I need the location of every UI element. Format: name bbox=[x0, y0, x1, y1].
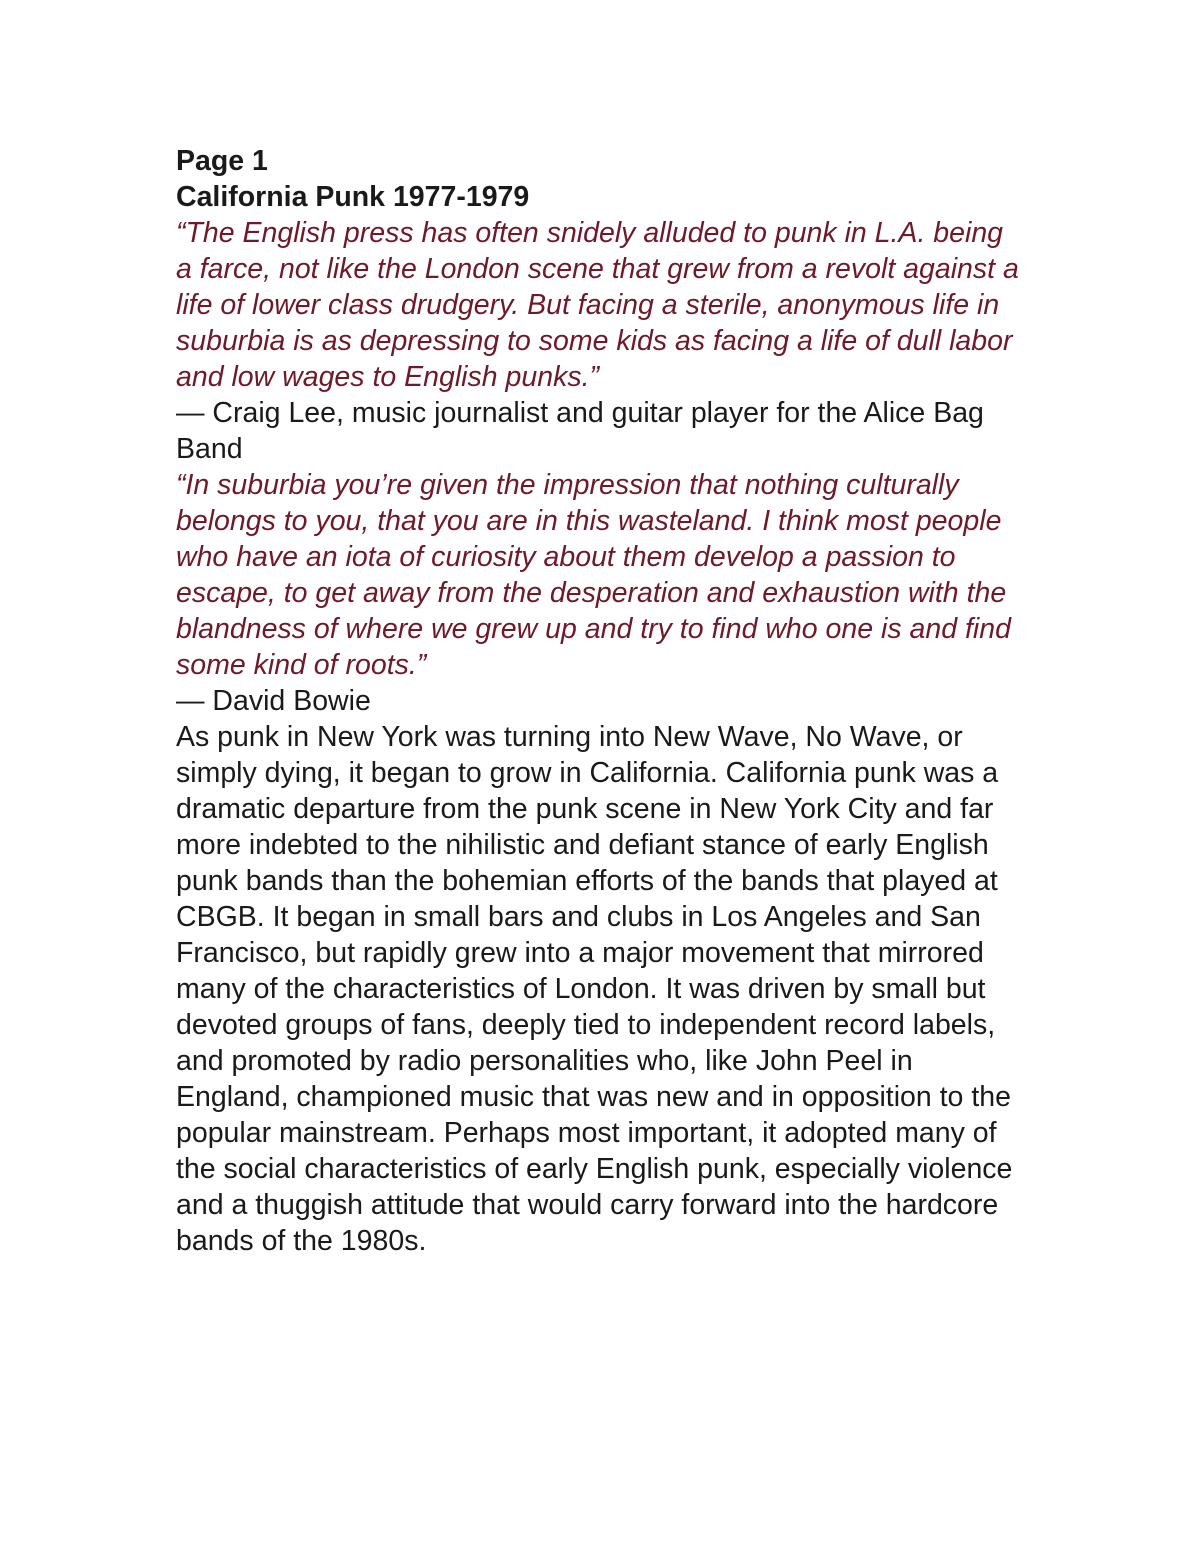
attribution-craig-lee: — Craig Lee, music journalist and guitar player for the Alice Bag Band bbox=[176, 397, 984, 465]
document-page bbox=[176, 143, 1026, 1259]
document-title: California Punk 1977-1979 bbox=[176, 181, 530, 213]
body-paragraph: As punk in New York was turning into New Wave, No Wave, or simply dying, it began to grow in California. California punk was a dramatic departure from the punk scene in New York City and far more indebted to the nihilistic and defiant stance of early English punk bands than the bohemian efforts of the bands that played at CBGB. It began in small bars and clubs in Los Angeles and San Francisco, but rapidly grew into a major movement that mirrored many of the characteristics of London. It was driven by small but devoted groups of fans, deeply tied to independent record labels, and promoted by radio personalities who, like John Peel in England, championed music that was new and in opposition to the popular mainstream. Perhaps most important, it adopted many of the social characteristics of early English punk, especially violence and a thuggish attitude that would carry forward into the hardcore bands of the 1980s. bbox=[176, 721, 1013, 1257]
quote-craig-lee: “The English press has often snidely alluded to punk in L.A. being a farce, not like the London scene that grew from a revolt against a life of lower class drudgery. But facing a sterile, anonymous life in suburbia is as depressing to some kids as facing a life of dull labor and low wages to English punks.” bbox=[176, 217, 1019, 393]
quote-david-bowie: “In suburbia you’re given the impression that nothing culturally belongs to you, that you are in this wasteland. I think most people who have an iota of curiosity about them develop a passion to escape, to get away from the desperation and exhaustion with the blandness of where we grew up and try to find who one is and find some kind of roots.” bbox=[176, 469, 1011, 681]
page-label: Page 1 bbox=[176, 145, 268, 177]
attribution-david-bowie: — David Bowie bbox=[176, 685, 371, 717]
